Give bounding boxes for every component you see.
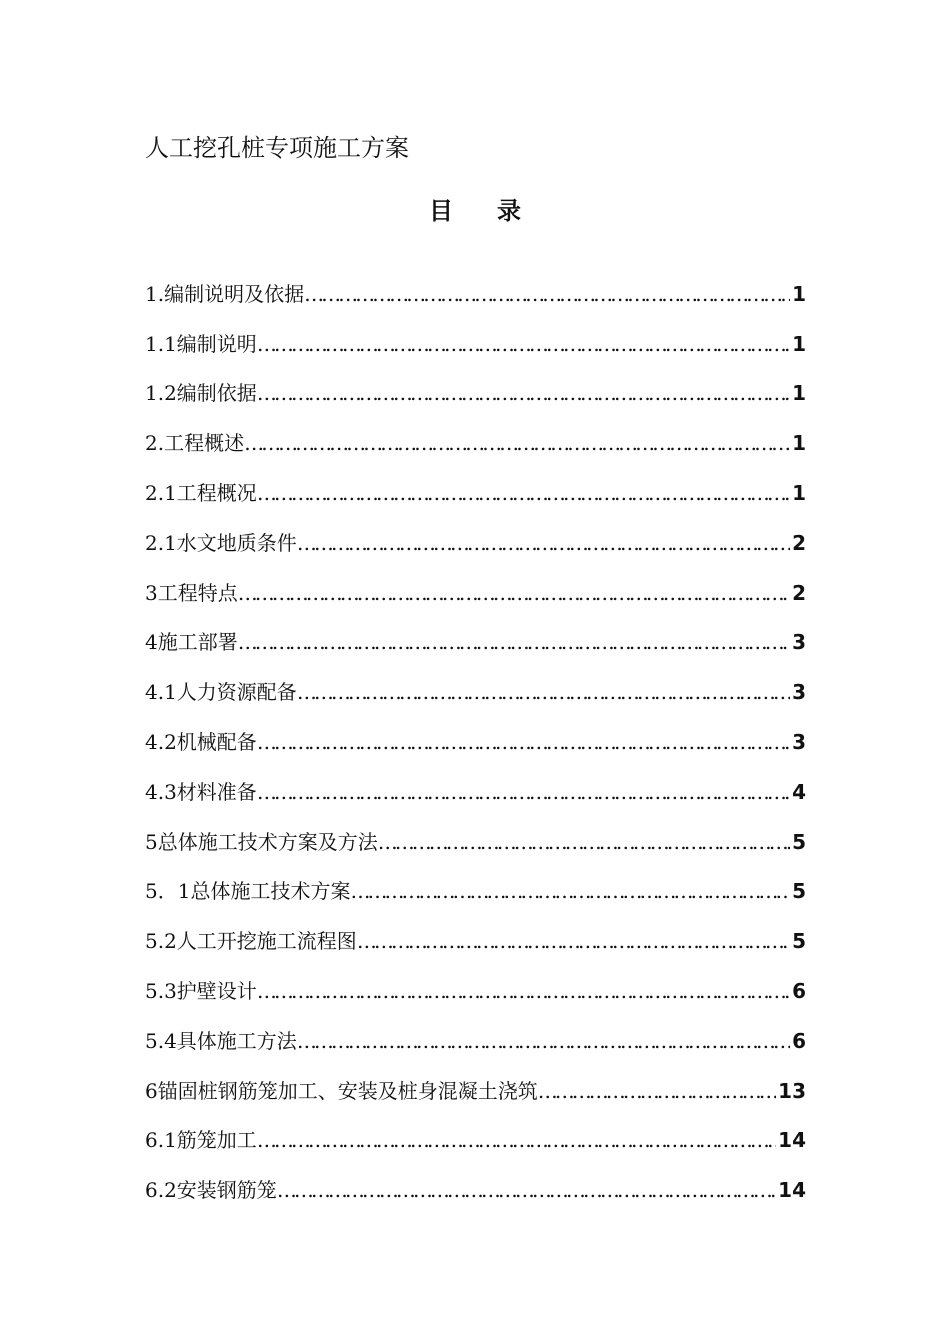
- toc-leader-dots: [257, 728, 790, 756]
- toc-leader-dots: [538, 1077, 776, 1105]
- toc-entry[interactable]: [145, 308, 806, 358]
- toc-leader-dots: [357, 927, 790, 955]
- toc-leader-dots: [244, 429, 790, 457]
- toc-entry-label: 4.1人力资源配备: [145, 680, 297, 705]
- toc-leader-dots: [257, 1126, 776, 1154]
- toc-entry-label: 4.3材料准备: [145, 779, 257, 804]
- toc-page-number: 6: [792, 978, 806, 1003]
- toc-entry-label: 4施工部署: [145, 630, 238, 655]
- toc-entry-label: 5总体施工技术方案及方法: [145, 829, 378, 854]
- toc-entry[interactable]: [145, 656, 806, 706]
- toc-entry[interactable]: [145, 905, 806, 955]
- toc-entry[interactable]: [145, 1005, 806, 1055]
- toc-entry-label: 6锚固桩钢筋笼加工、安装及桩身混凝土浇筑: [145, 1078, 538, 1103]
- toc-page-number: 1: [792, 431, 806, 456]
- toc-entry[interactable]: [145, 607, 806, 657]
- toc-entry[interactable]: [145, 706, 806, 756]
- toc-page-number: 5: [792, 829, 806, 854]
- toc-page-number: 4: [792, 779, 806, 804]
- toc-leader-dots: [257, 479, 790, 507]
- toc-entry[interactable]: [145, 955, 806, 1005]
- toc-entry-label: 1.1编制说明: [145, 331, 257, 356]
- toc-leader-dots: [277, 1176, 776, 1204]
- toc-leader-dots: [297, 1027, 790, 1055]
- toc-entry[interactable]: [145, 507, 806, 557]
- toc-page-number: 3: [792, 729, 806, 754]
- toc-entry-label: 3工程特点: [145, 580, 238, 605]
- toc-leader-dots: [238, 628, 790, 656]
- document-title: 人工挖孔桩专项施工方案: [145, 134, 409, 162]
- toc-page-number: 14: [778, 1178, 806, 1203]
- toc-page-number: 2: [792, 530, 806, 555]
- toc-page-number: 3: [792, 680, 806, 705]
- toc-entry-label: 2.工程概述: [145, 431, 245, 456]
- toc-entry[interactable]: [145, 358, 806, 408]
- toc-page-number: 2: [792, 580, 806, 605]
- toc-entry[interactable]: [145, 806, 806, 856]
- toc-entry-label: 2.1水文地质条件: [145, 530, 297, 555]
- toc-heading: 目录: [429, 197, 565, 225]
- toc-page-number: 3: [792, 630, 806, 655]
- toc-entry[interactable]: [145, 756, 806, 806]
- toc-page-number: 1: [792, 281, 806, 306]
- toc-page-number: 13: [778, 1078, 806, 1103]
- toc-entry[interactable]: [145, 407, 806, 457]
- toc-leader-dots: [257, 977, 790, 1005]
- toc-entry-label: 1.编制说明及依据: [145, 281, 305, 306]
- toc-page-number: 1: [792, 381, 806, 406]
- toc-entry[interactable]: [145, 258, 806, 308]
- toc-leader-dots: [378, 828, 790, 856]
- toc-entry[interactable]: [145, 1105, 806, 1155]
- toc-page-number: 5: [792, 929, 806, 954]
- toc-leader-dots: [304, 280, 790, 308]
- toc-leader-dots: [257, 778, 790, 806]
- toc-entry[interactable]: [145, 1055, 806, 1105]
- toc-entry[interactable]: [145, 856, 806, 906]
- toc-entry[interactable]: [145, 457, 806, 507]
- toc-page-number: 1: [792, 480, 806, 505]
- toc-entry[interactable]: [145, 1154, 806, 1204]
- toc-entry-label: 5．1总体施工技术方案: [145, 879, 351, 904]
- toc-leader-dots: [297, 678, 790, 706]
- toc-entry-label: 5.3护壁设计: [145, 978, 257, 1003]
- toc-entry-label: 6.1筋笼加工: [145, 1128, 257, 1153]
- toc-page-number: 6: [792, 1028, 806, 1053]
- toc-page-number: 14: [778, 1128, 806, 1153]
- toc-leader-dots: [297, 529, 790, 557]
- toc-page-number: 1: [792, 331, 806, 356]
- toc-leader-dots: [238, 579, 790, 607]
- toc-leader-dots: [257, 330, 790, 358]
- toc-entry-label: 5.2人工开挖施工流程图: [145, 929, 357, 954]
- toc-leader-dots: [350, 877, 790, 905]
- toc-leader-dots: [257, 379, 790, 407]
- toc-entry[interactable]: [145, 557, 806, 607]
- table-of-contents: [145, 258, 806, 1204]
- toc-page-number: 5: [792, 879, 806, 904]
- toc-entry-label: 5.4具体施工方法: [145, 1028, 297, 1053]
- toc-entry-label: 1.2编制依据: [145, 381, 257, 406]
- toc-entry-label: 4.2机械配备: [145, 729, 257, 754]
- toc-entry-label: 6.2安装钢筋笼: [145, 1178, 277, 1203]
- toc-entry-label: 2.1工程概况: [145, 480, 257, 505]
